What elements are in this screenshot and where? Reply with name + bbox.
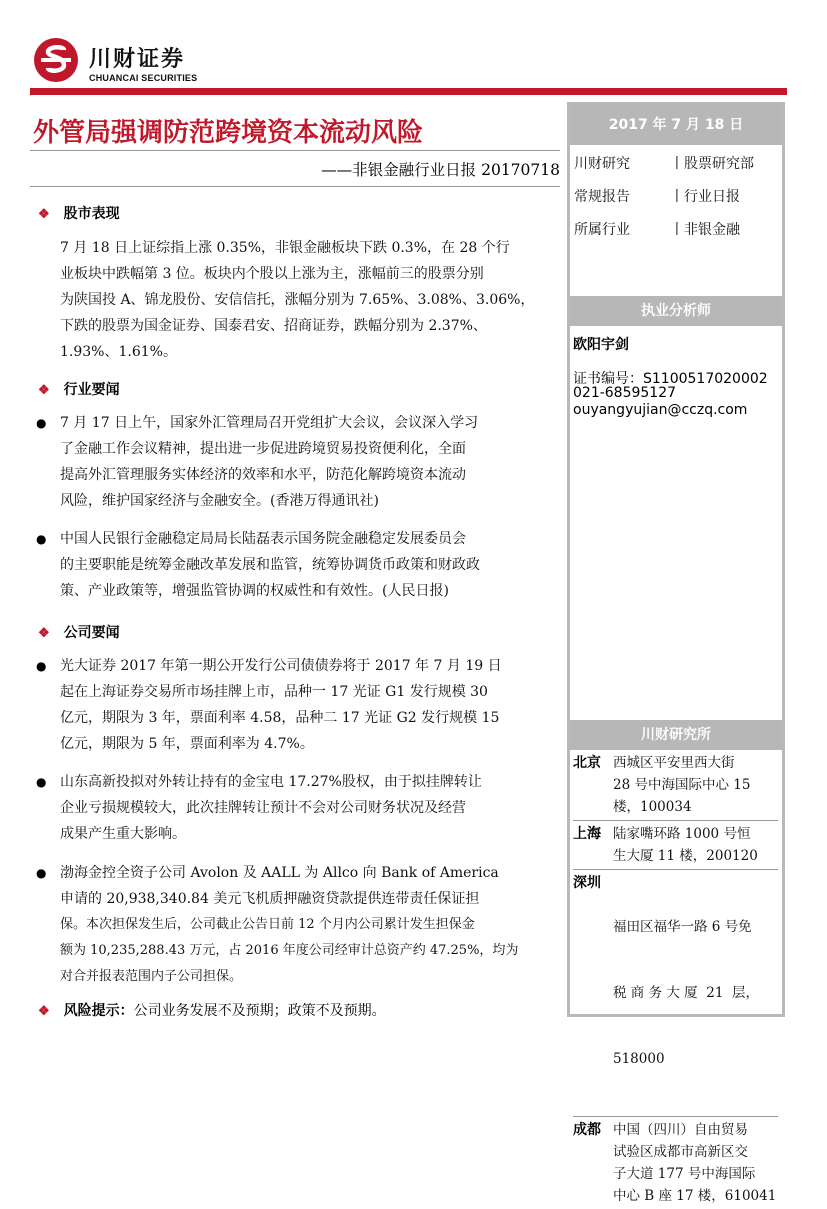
address-line: 中心 B 座 17 楼，610041 [613, 1188, 777, 1204]
paragraph-line: 7 月 17 日上午，国家外汇管理局召开党组扩大会议，会议深入学习 [60, 415, 479, 431]
address-line: 518000 [613, 1051, 665, 1067]
round-bullet-icon: ● [36, 416, 47, 430]
analyst-cert: 证书编号：S1100517020002 [573, 371, 768, 387]
meta-label: 川财研究 [574, 156, 630, 172]
address-line: 福田区福华一路 6 号免 [613, 919, 752, 935]
office-address [613, 823, 778, 867]
paragraph-line: 起在上海证券交易所市场挂牌上市，品种一 17 光证 G1 发行规模 30 [60, 684, 488, 700]
risk-heading: 风险提示： [63, 1003, 134, 1019]
section-heading-text: 公司要闻 [63, 625, 120, 641]
paragraph-line: 成果产生重大影响。 [60, 826, 186, 842]
risk-note [38, 1000, 386, 1020]
analyst-header: 执业分析师 [570, 296, 782, 326]
paragraph-line: 策、产业政策等，增强监管协调的权威性和有效性。(人民日报) [60, 583, 449, 599]
company-news-item [60, 769, 553, 847]
meta-value: 丨股票研究部 [670, 156, 754, 172]
paragraph-line: 企业亏损规模较大，此次挂牌转让预计不会对公司财务状况及经营 [60, 800, 466, 816]
report-title: 外管局强调防范跨境资本流动风险 [33, 118, 424, 148]
office-address [613, 1119, 778, 1207]
diamond-bullet-icon: ❖ [38, 626, 50, 641]
header-rule [30, 88, 787, 95]
paragraph-line: 山东高新投拟对外转让持有的金宝电 17.27%股权，由于拟挂牌转让 [60, 774, 482, 790]
info-sidebar [567, 102, 785, 1204]
address-line: 中国（四川）自由贸易 [613, 1122, 748, 1138]
meta-row [574, 219, 782, 252]
report-meta [570, 145, 782, 252]
address-line: 生大厦 11 楼，200120 [613, 848, 758, 864]
market-paragraph [60, 235, 553, 365]
round-bullet-icon: ● [36, 659, 47, 673]
section-heading-company [38, 622, 120, 642]
office-city: 成都 [573, 1122, 601, 1138]
institute-header: 川财研究所 [570, 720, 782, 750]
section-heading-industry [38, 379, 120, 399]
meta-label: 所属行业 [574, 222, 630, 238]
address-line: 子大道 177 号中海国际 [613, 1166, 756, 1182]
meta-row [574, 153, 782, 186]
office-address [613, 752, 778, 818]
section-heading-text: 行业要闻 [63, 382, 120, 398]
meta-value: 丨非银金融 [670, 222, 740, 238]
analyst-email: ouyangyujian@cczq.com [573, 402, 748, 418]
address-line: 税 商 务 大 厦 21 层， [613, 985, 760, 1001]
paragraph-line: 保。本次担保发生后，公司截止公告日前 12 个月内公司累计发生担保金 [60, 917, 475, 932]
analyst-name: 欧阳宇剑 [573, 337, 629, 353]
diamond-bullet-icon: ❖ [38, 383, 50, 398]
analyst-info [570, 326, 782, 419]
paragraph-line: 中国人民银行金融稳定局局长陆磊表示国务院金融稳定发展委员会 [60, 531, 466, 547]
office-entry [573, 752, 778, 820]
meta-value: 丨行业日报 [670, 189, 740, 205]
address-line: 试验区成都市高新区交 [613, 1144, 748, 1160]
brand-name-cn: 川财证券 [89, 47, 186, 72]
paragraph-line: 下跌的股票为国金证券、国泰君安、招商证券，跌幅分别为 2.37%、 [60, 318, 487, 334]
paragraph-line: 了金融工作会议精神，提出进一步促进跨境贸易投资便利化，全面 [60, 441, 466, 457]
address-line: 28 号中海国际中心 15 [613, 777, 751, 793]
chuancai-logo-icon [33, 37, 79, 83]
paragraph-line: 提高外汇管理服务实体经济的效率和水平，防范化解跨境资本流动 [60, 467, 466, 483]
paragraph-line: 亿元，期限为 5 年，票面利率为 4.7%。 [60, 736, 314, 752]
office-entry [573, 821, 778, 869]
paragraph-line: 风险，维护国家经济与金融安全。(香港万得通讯社) [60, 493, 379, 509]
risk-text: 公司业务发展不及预期；政策不及预期。 [133, 1003, 386, 1019]
paragraph-line: 对合并报表范围内子公司担保。 [60, 969, 243, 984]
office-address [613, 872, 778, 1114]
company-news-item [60, 653, 553, 757]
office-entry [573, 870, 778, 1116]
address-line: 西城区平安里西大街 [613, 755, 735, 771]
round-bullet-icon: ● [36, 775, 47, 789]
address-line: 陆家嘴环路 1000 号恒 [613, 826, 751, 842]
paragraph-line: 7 月 18 日上证综指上涨 0.35%，非银金融板块下跌 0.3%，在 28 个行 [60, 240, 510, 256]
paragraph-line: 的主要职能是统筹金融改革发展和监管，统筹协调货币政策和财政政 [60, 557, 480, 573]
paragraph-line: 额为 10,235,288.43 万元，占 2016 年度公司经审计总资产约 47.25%，均为 [60, 943, 519, 958]
diamond-bullet-icon: ❖ [38, 1004, 50, 1019]
company-news-item [60, 860, 555, 990]
office-city: 北京 [573, 755, 601, 771]
office-city: 上海 [573, 826, 601, 842]
round-bullet-icon: ● [36, 532, 47, 546]
report-date: 2017 年 7 月 18 日 [570, 105, 782, 145]
office-entry [573, 1117, 778, 1209]
round-bullet-icon: ● [36, 866, 47, 880]
title-divider [30, 150, 560, 151]
section-heading-text: 股市表现 [63, 206, 120, 222]
section-heading-market [38, 203, 120, 223]
report-subtitle: ——非银金融行业日报 20170718 [321, 161, 560, 179]
paragraph-line: 光大证券 2017 年第一期公开发行公司债债券将于 2017 年 7 月 19 日 [60, 658, 502, 674]
paragraph-line: 申请的 20,938,340.84 美元飞机质押融资贷款提供连带责任保证担 [60, 891, 480, 907]
office-list [570, 750, 782, 1209]
paragraph-line: 1.93%、1.61%。 [60, 344, 177, 360]
paragraph-line: 业板块中跌幅第 3 位。板块内个股以上涨为主，涨幅前三的股票分别 [60, 266, 484, 282]
paragraph-line: 渤海金控全资子公司 Avolon 及 AALL 为 Allco 向 Bank of America [60, 865, 499, 881]
office-city: 深圳 [573, 875, 601, 891]
meta-label: 常规报告 [574, 189, 630, 205]
address-line: 楼，100034 [613, 799, 692, 815]
meta-row [574, 186, 782, 219]
diamond-bullet-icon: ❖ [38, 207, 50, 222]
paragraph-line: 亿元，期限为 3 年，票面利率 4.58，品种二 17 光证 G2 发行规模 15 [60, 710, 500, 726]
subtitle-divider [30, 186, 560, 187]
analyst-phone: 021-68595127 [573, 385, 677, 401]
paragraph-line: 为陕国投 A、锦龙股份、安信信托，涨幅分别为 7.65%、3.08%、3.06%， [60, 292, 535, 308]
industry-news-item [60, 410, 553, 514]
industry-news-item [60, 526, 553, 604]
brand-name-en: CHUANCAI SECURITIES [89, 73, 198, 83]
